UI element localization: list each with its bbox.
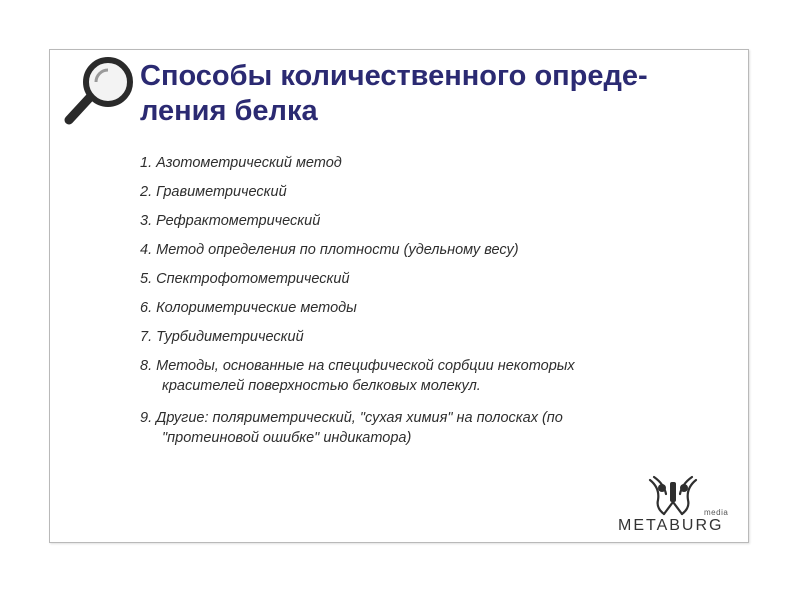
list-item-text: 6. Колориметрические методы [140,300,357,316]
list-item-text: 1. Азотометрический метод [140,155,342,171]
metaburg-logo-mark [644,474,702,516]
list-item-text: 2. Гравиметрический [140,184,287,200]
list-item-9 [140,408,740,448]
methods-list [140,153,740,448]
list-item-5 [140,269,740,289]
list-item-text: 3. Рефрактометрический [140,213,321,229]
list-item-4 [140,240,740,260]
metaburg-logo [616,474,740,536]
logo-media-text: media [704,508,729,517]
list-item-text: 7. Турбидиметрический [140,329,304,345]
title-line-2: ления белка [140,95,318,127]
list-item-7 [140,327,740,347]
logo-wordmark: METABURG [618,517,724,534]
list-item-3 [140,211,740,231]
list-item-text: 8. Методы, основанные на специфической сорбции некоторых [140,358,575,374]
list-item-continuation: красителей поверхностью белковых молекул. [162,378,481,394]
list-item-text: 5. Спектрофотометрический [140,271,350,287]
list-item-2 [140,182,740,202]
magnifier-icon [59,56,135,126]
title-line-1: Способы количественного опреде- [140,60,648,92]
list-item-8 [140,356,740,396]
list-item-continuation: "протеиновой ошибке" индикатора) [162,430,412,446]
slide [49,49,749,543]
list-item-text: 9. Другие: поляриметрический, "сухая химия" на полосках (по [140,410,563,426]
list-item-text: 4. Метод определения по плотности (удельному весу) [140,242,519,258]
list-item-1 [140,153,740,173]
list-item-6 [140,298,740,318]
page-title [140,59,730,129]
